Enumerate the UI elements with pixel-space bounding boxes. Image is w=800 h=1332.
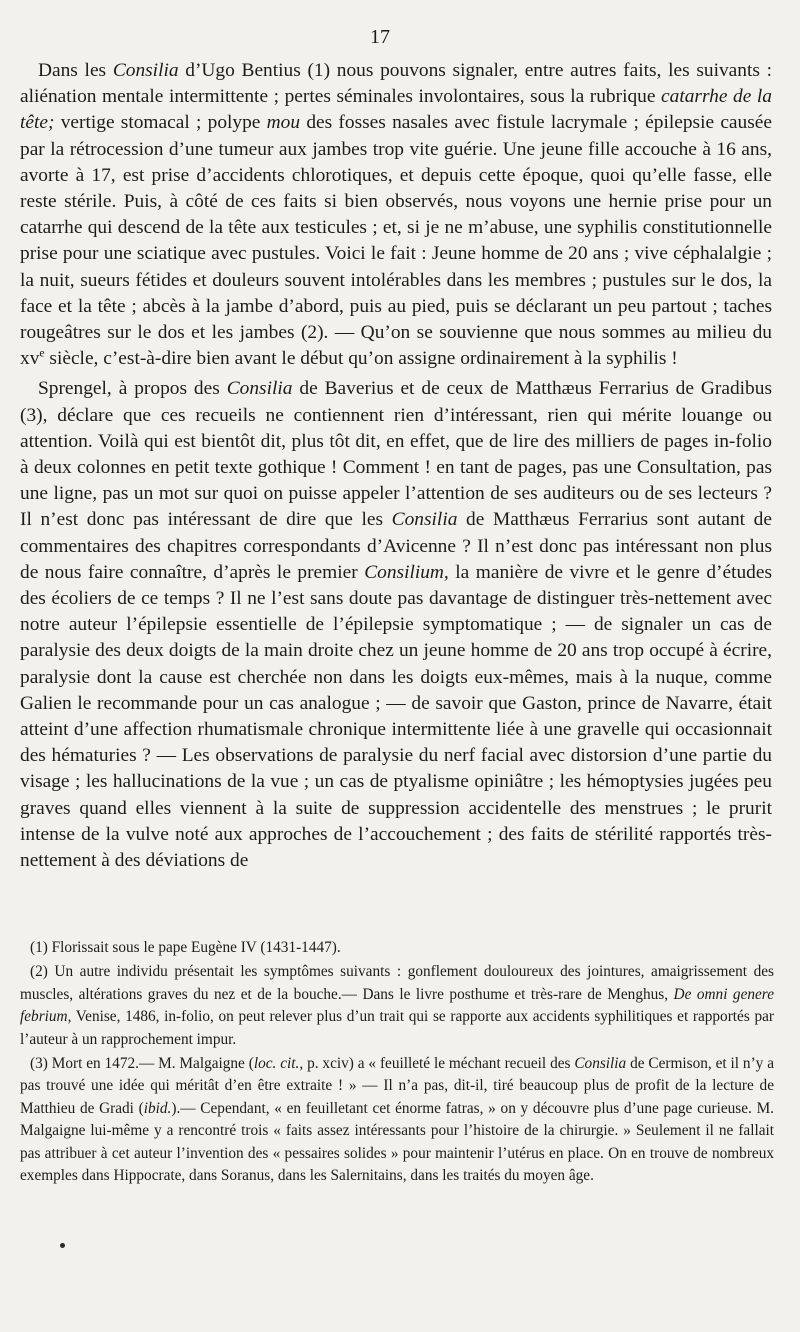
paragraph-2 [20, 376, 772, 874]
italic-title: Consilia [226, 378, 293, 400]
italic-title: Consilia [112, 60, 179, 81]
italic-term: mou [266, 112, 301, 134]
text-run: ).— Cependant, « en feuilletant cet énorme fatras, » on y découvre plus d’une page curieuse. M. Malgaigne lui-même y a rencontré trois « faits assez intéressants pour l’histoire de la chirurgie. » Seulement il ne fallait pas attribuer à cet auteur l’invention des « pessaires solides » pour maintenir l’utérus en place. On en trouve de nombreux exemples dans Hippocrate, dans Soranus, dans les Salernitains, dans les traités du moyen âge. [20, 1099, 774, 1185]
text-run: vertige stomacal ; polype [54, 112, 267, 134]
footnote-3 [20, 1053, 774, 1187]
italic-title: De omni genere febrium, [20, 985, 774, 1026]
text-run: la manière de vivre et le genre d’études des écoliers de ce temps ? Il ne l’est sans doute pas davantage de distinguer très-nettement avec notre auteur l’épilepsie essentielle de l’épilepsie symptomatique ; — de signaler un cas de paralysie des deux doigts de la main droite chez un jeune homme de 20 ans trop occupé à écrire, paralysie dont la cause est cherchée non dans les doigts eux-mêmes, mais à la nuque, comme Galien le recommande pour un cas analogue ; — de savoir que Gaston, prince de Navarre, était atteint d’une affection rhumatismale chronique intermittente liée à une gravelle qui occasionnait des hématuries ? — Les observations de paralysie du nerf facial avec distorsion d’une partie du visage ; les hallucinations de la vue ; un cas de ptyalisme opiniâtre ; les hémoptysies jugées peu graves quand elles viennent à la suite de suppression accidentelle des menstrues ; le prurit intense de la vulve noté aux approches de l’accouchement ; des faits de stérilité rapportés très-nettement à des déviations de [20, 561, 773, 872]
text-run: (3) Mort en 1472.— M. Malgaigne ( [30, 1055, 254, 1073]
text-run: p. xciv) a « feuilleté le méchant recueil des [303, 1055, 575, 1073]
footnote-2 [20, 961, 774, 1051]
ink-speck [60, 1243, 65, 1248]
italic-title: Consilium, [364, 561, 449, 583]
italic-term: catarrhe de la tête; [20, 86, 772, 134]
italic-citation: ibid. [143, 1099, 172, 1117]
paragraph-1 [20, 58, 772, 372]
text-run: Venise, 1486, in-folio, on peut relever plus d’un trait qui se rapporte aux accidents syphilitiques et rapportés par l’auteur à un rapprochement impur. [20, 1008, 774, 1048]
text-run: des fosses nasales avec fistule lacrymale ; épilepsie causée par la rétrocession d’une tumeur aux jambes trop vite guérie. Une jeune fille accouche à 16 ans, avorte à 17, est prise d’accidents chlorotiques, et depuis cette époque, quoi qu’elle fasse, elle reste stérile. Puis, à côté de ces faits si bien observés, nous voyons une hernie prise pour un catarrhe qui descend de la tête aux testicules ; et, si je ne m’abuse, une syphilis constitutionnelle prise pour une sciatique avec pustules. Voici le fait : Jeune homme de 20 ans ; vive céphalalgie ; la nuit, sueurs fétides et douleurs souvent intolérables dans les membres ; pustules sur le dos, la face et la tête ; abcès à la jambe d’abord, puis au pied, puis se déclarant un peu partout ; taches rougeâtres sur le dos et les jambes (2). — Qu’on se souvienne que nous sommes au milieu du xv [20, 112, 772, 370]
text-run: (2) Un autre individu présentait les symptômes suivants : gonflement douloureux des jointures, amaigrissement des muscles, altérations graves du nez et de la bouche.— Dans le livre posthume et très-rare de Menghus, [20, 963, 774, 1003]
text-run: Sprengel, à propos des [38, 378, 227, 400]
text-run: Dans les [38, 60, 113, 81]
footnotes [20, 937, 774, 1189]
italic-citation: loc. cit., [253, 1055, 304, 1073]
text-run: de Baverius et de ceux de Matthæus Ferrarius de Gradibus (3), déclare que ces recueils ne contiennent rien d’intéressant, rien qui mérite louange ou attention. Voilà qui est bientôt dit, plus tôt dit, en effet, que de lire des milliers de pages in-folio à deux colonnes en petit texte gothique ! Comment ! en tant de pages, pas une Consultation, pas une ligne, pas un mot sur quoi on puisse appeler l’attention de ses auditeurs ou de ses lecteurs ? Il n’est donc pas intéressant de dire que les [20, 378, 772, 531]
text-run: de Matthæus Ferrarius sont autant de commentaires des chapitres correspondants d’Avicenne ? Il n’est donc pas intéressant non plus de nous faire connaître, d’après le premier [20, 509, 772, 583]
text-run: d’Ugo Bentius (1) nous pouvons signaler, entre autres faits, les suivants : aliénation mentale intermittente ; pertes séminales involontaires, sous la rubrique [20, 60, 772, 108]
century-superscript: e [39, 346, 45, 360]
footnote-1: (1) Florissait sous le pape Eugène IV (1431-1447). [30, 939, 341, 956]
text-run: de Cermison, et il n’y a pas trouvé une idée qui méritât d’en être extraite ! » — Il n’a pas, dit-il, tiré beaucoup plus de profit de la lecture de Matthieu de Gradi ( [20, 1055, 774, 1117]
main-text [20, 58, 772, 874]
page-number: 17 [370, 26, 390, 48]
italic-title: Consilia [574, 1055, 627, 1073]
footnote-separator [20, 930, 772, 931]
text-run: siècle, c’est-à-dire bien avant le début qu’on assigne ordinairement à la syphilis ! [44, 348, 678, 370]
italic-title: Consilia [391, 509, 458, 531]
